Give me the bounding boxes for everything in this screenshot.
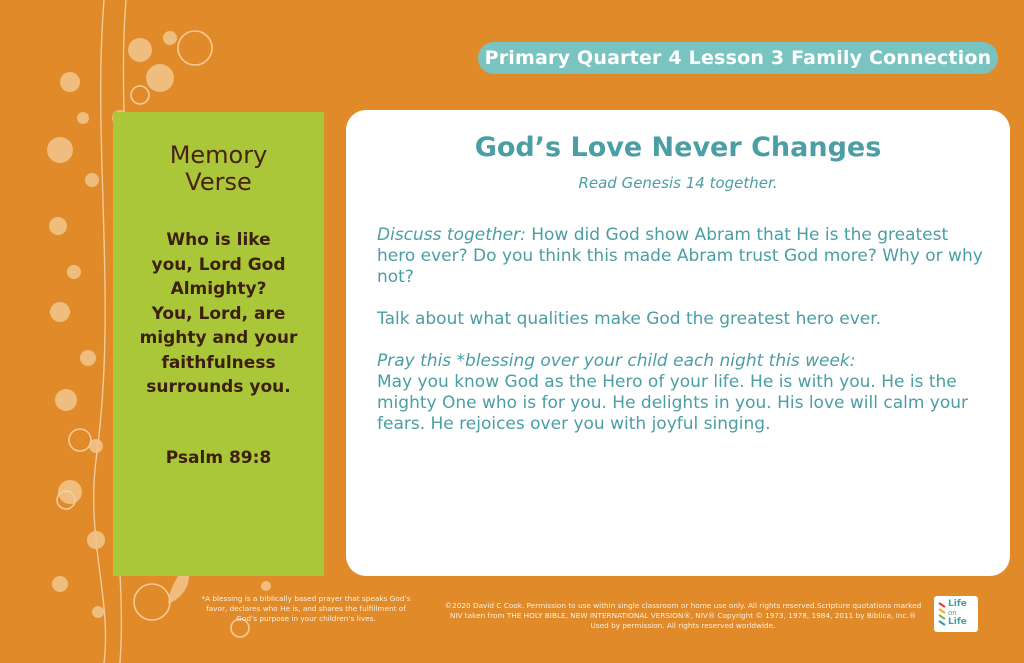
lesson-subtitle: Read Genesis 14 together.: [578, 174, 778, 192]
logo-word: Life: [948, 617, 967, 627]
lesson-card: [346, 110, 1010, 576]
memory-verse-heading: [113, 142, 324, 196]
memory-verse-text: [127, 228, 310, 400]
pray-paragraph: [377, 351, 990, 435]
verse-line: You, Lord, are: [151, 303, 286, 324]
lesson-header-pill: [478, 42, 998, 74]
verse-line: faithfulness: [161, 352, 276, 373]
verse-line: surrounds you.: [146, 377, 291, 397]
pray-label: Pray this *blessing over your child each night this week:: [377, 351, 856, 371]
logo-word: Life: [948, 599, 967, 609]
memory-verse-panel: [113, 112, 324, 576]
blessing-footnote: *A blessing is a biblically based prayer that speaks God’s favor, declares who He is, and shares the fulfillment of God’s purpose in your children’s lives.: [201, 594, 411, 623]
verse-reference: Psalm 89:8: [165, 448, 272, 468]
logo-mark-icon: [938, 601, 946, 627]
lesson-title: God’s Love Never Changes: [474, 132, 882, 163]
discuss-label: Discuss together:: [377, 225, 526, 245]
discuss-paragraph: [377, 225, 990, 288]
talk-paragraph: Talk about what qualities make God the greatest hero ever.: [377, 309, 882, 329]
logo-word: on: [948, 609, 957, 617]
verse-line: you, Lord God: [151, 254, 286, 275]
logo-wordmark: [948, 599, 978, 627]
discuss-text: How did God show Abram that He is the greatest hero ever? Do you think this made Abram trust God more? Why or why not?: [377, 225, 983, 287]
pray-text: May you know God as the Hero of your life. He is with you. He is the mighty One who is for you. He delights in you. His love will calm your fears. He rejoices over you with joyful singing.: [377, 372, 969, 434]
memory-verse-heading-line: Memory: [169, 141, 268, 169]
verse-line: Almighty?: [170, 279, 267, 299]
verse-line: mighty and your: [139, 328, 298, 348]
copyright-notice: ©2020 David C Cook. Permission to use within single classroom or home use only. All rights reserved.Scripture quotations marked NIV taken from THE HOLY BIBLE, NEW INTERNATIONAL VERSION®, NIV® Copyright © 1973, 1978, 1984, 2011 by Biblica, Inc.® Used by permission. All rights reserved worldwide.: [444, 601, 922, 630]
lesson-body: [377, 225, 990, 456]
memory-verse-heading-line: Verse: [185, 168, 252, 196]
life-on-life-logo: [934, 596, 978, 632]
verse-line: Who is like: [166, 230, 271, 250]
lesson-header-title: Primary Quarter 4 Lesson 3 Family Connection: [484, 47, 992, 69]
